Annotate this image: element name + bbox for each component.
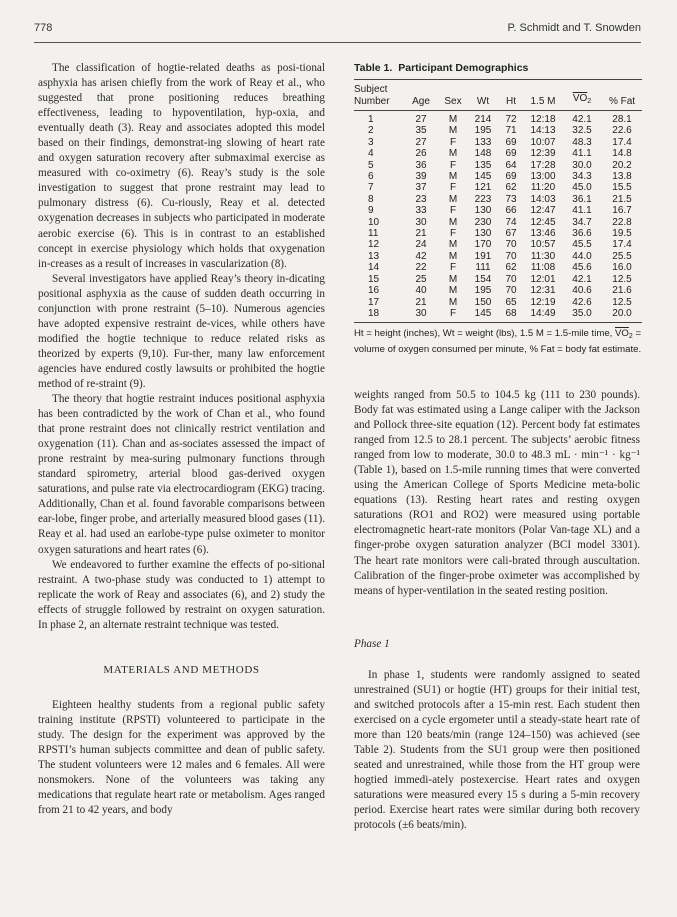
cell-mile-time: 14:03: [530, 193, 556, 205]
table-caption: Participant Demographics: [398, 62, 529, 74]
cell-height: 69: [505, 171, 517, 183]
cell-mile-time: 13:46: [530, 228, 556, 240]
table-row: [354, 148, 642, 159]
cell-weight: 170: [474, 239, 492, 251]
cell-vo2: 42.1: [572, 114, 592, 125]
cell-vo2: 45.6: [572, 262, 592, 274]
cell-mile-time: 12:47: [530, 205, 556, 217]
cell-vo2: 41.1: [572, 205, 592, 217]
table-row: [354, 194, 642, 205]
cell-body-fat: 22.8: [612, 216, 632, 228]
page-number: 778: [34, 22, 53, 34]
vo2-subscript: 2: [587, 97, 592, 105]
table-title: [354, 62, 642, 74]
cell-weight: 145: [474, 307, 492, 319]
cell-age: 23: [415, 193, 427, 205]
col-header-vo2: [562, 80, 602, 111]
cell-age: 27: [415, 136, 427, 148]
cell-mile-time: 14:49: [530, 307, 556, 319]
cell-sex: M: [448, 148, 458, 160]
table-row: [354, 308, 642, 322]
cell-age: 40: [415, 285, 427, 297]
cell-body-fat: 12.5: [612, 273, 632, 285]
cell-vo2: 41.1: [572, 148, 592, 160]
cell-vo2: 34.7: [572, 216, 592, 228]
right-column: [354, 388, 640, 833]
cell-height: 62: [505, 262, 517, 274]
cell-subject: 9: [368, 205, 374, 217]
cell-vo2: 45.5: [572, 239, 592, 251]
cell-age: 30: [415, 307, 427, 319]
cell-body-fat: 17.4: [612, 239, 632, 251]
header-rule: [34, 42, 641, 43]
cell-vo2: 36.1: [572, 193, 592, 205]
cell-vo2: 42.1: [572, 273, 592, 285]
cell-subject: 7: [368, 182, 374, 194]
table-row: [354, 125, 642, 136]
col-header-subject: [354, 80, 404, 111]
cell-age: 27: [415, 114, 427, 125]
cell-sex: F: [449, 182, 457, 194]
phase-1-paragraph: In phase 1, students were randomly assigned to seated unrestrained (SU1) or hogtie (HT) groups for their initial test, and switched protocols after a 15-min rest. Each student then exercised on a cycle ergometer until a steady-state heart rate of more than 120 beats/min (range 124–150) was achieved (see Table 2). Students from the SU1 group were then positioned seated and unrestrained, while those from the HT group were hogtied immedi-ately postexercise. Heart rates and oxygen saturations were measured every 15 s during a 5-min recovery period. Exercise heart rates were similar during both recovery protocols (±6 beats/min).: [354, 668, 640, 832]
intro-paragraph-1: The classification of hogtie-related deaths as posi-tional asphyxia has arisen chiefly from the work of Reay et al., who suggested that prone positioning reduces breathing effectiveness, leading to hypoventilation, hyp-oxia, and eventually death (3). Reay and associates adopted this model based on their findings, demonstrat-ing slowing of heart rate and oxygen saturation recovery after submaximal exercise as measured with co-oximetry (6). Reay’s study is the sole investigation to suggest that prone restraint may lead to pulmonary distress (6). Cu-riously, Reay et al. detected oxygenation decreases in subjects who participated in moderate aerobic exercise (6). This is in contrast to an established concept in exercise physiology which holds that oxygenation in-creases as a result of increases in vascularization (8).: [38, 62, 325, 270]
demographics-table: [354, 80, 642, 322]
cell-subject: 6: [368, 171, 374, 183]
cell-subject: 12: [368, 239, 380, 251]
cell-weight: 135: [474, 159, 492, 171]
cell-subject: 14: [368, 262, 380, 274]
col-header-weight: Wt: [476, 95, 490, 107]
table-row: [354, 182, 642, 193]
cell-sex: F: [449, 159, 457, 171]
cell-body-fat: 21.5: [612, 193, 632, 205]
cell-mile-time: 12:31: [530, 285, 556, 297]
col-header-sex: Sex: [444, 95, 462, 107]
table-footnote: [354, 328, 642, 356]
cell-height: 67: [505, 228, 517, 240]
cell-subject: 2: [368, 125, 374, 137]
cell-body-fat: 22.6: [612, 125, 632, 137]
cell-body-fat: 16.7: [612, 205, 632, 217]
cell-weight: 195: [474, 125, 492, 137]
cell-sex: M: [448, 285, 458, 297]
cell-vo2: 30.0: [572, 159, 592, 171]
table-bottom-rule: [354, 322, 642, 323]
cell-subject: 3: [368, 136, 374, 148]
cell-sex: F: [449, 136, 457, 148]
cell-height: 73: [505, 193, 517, 205]
cell-weight: 121: [474, 182, 492, 194]
cell-body-fat: 12.5: [612, 296, 632, 308]
cell-age: 42: [415, 250, 427, 262]
cell-sex: F: [449, 307, 457, 319]
table-row: [354, 274, 642, 285]
vo2-symbol: $\overline{VO}$: [572, 92, 588, 104]
table-number: Table 1.: [354, 62, 393, 74]
cell-weight: 130: [474, 228, 492, 240]
cell-sex: M: [448, 273, 458, 285]
cell-vo2: 34.3: [572, 171, 592, 183]
cell-mile-time: 13:00: [530, 171, 556, 183]
cell-subject: 11: [368, 228, 379, 240]
cell-age: 35: [415, 125, 427, 137]
cell-weight: 133: [474, 136, 492, 148]
cell-subject: 17: [368, 296, 380, 308]
cell-subject: 8: [368, 193, 374, 205]
cell-weight: 130: [474, 205, 492, 217]
table-row: [354, 251, 642, 262]
table-row: [354, 171, 642, 182]
cell-sex: F: [449, 262, 457, 274]
cell-mile-time: 14:13: [530, 125, 556, 137]
cell-mile-time: 10:57: [530, 239, 556, 251]
cell-age: 22: [415, 262, 427, 274]
cell-sex: M: [448, 216, 458, 228]
footnote-vo2-subscript: 2: [628, 333, 633, 341]
cell-mile-time: 12:18: [530, 114, 556, 125]
cell-vo2: 44.0: [572, 250, 592, 262]
cell-subject: 5: [368, 159, 374, 171]
cell-age: 36: [415, 159, 427, 171]
cell-weight: 150: [474, 296, 492, 308]
table-row: [354, 160, 642, 171]
cell-vo2: 42.6: [572, 296, 592, 308]
cell-weight: 154: [474, 273, 492, 285]
footnote-part-a: Ht = height (inches), Wt = weight (lbs), 1.5 M = 1.5-mile time,: [354, 328, 613, 340]
cell-mile-time: 10:07: [530, 136, 556, 148]
table-header: [354, 80, 642, 111]
cell-weight: 148: [474, 148, 492, 160]
cell-vo2: 32.5: [572, 125, 592, 137]
table-row: [354, 285, 642, 296]
cell-height: 70: [505, 273, 517, 285]
cell-height: 65: [505, 296, 517, 308]
cell-subject: 15: [368, 273, 380, 285]
cell-vo2: 48.3: [572, 136, 592, 148]
col-header-mile-time: 1.5 M: [530, 95, 556, 107]
col-header-age: Age: [412, 95, 430, 107]
cell-body-fat: 20.2: [612, 159, 632, 171]
cell-weight: 223: [474, 193, 492, 205]
cell-weight: 214: [474, 114, 492, 125]
intro-paragraph-2: Several investigators have applied Reay’s theory in-dicating positional asphyxia as the cause of sudden death occurring in conjunction with prone restraint (5–10). Numerous agencies have adopted expensive restraint de-vices, while others have modified the hogtie technique to reduce related risks as theorized by experts (9,10). Fur-ther, many law enforcement agencies have endured costly lawsuits or prohibited the hogtie method of re-straint (9).: [38, 272, 325, 390]
cell-sex: M: [448, 114, 458, 125]
cell-height: 69: [505, 148, 517, 160]
table-row: [354, 228, 642, 239]
cell-mile-time: 17:28: [530, 159, 556, 171]
cell-subject: 13: [368, 250, 380, 262]
cell-subject: 18: [368, 307, 380, 319]
running-authors: P. Schmidt and T. Snowden: [507, 22, 641, 34]
cell-weight: 195: [474, 285, 492, 297]
footnote-part-b: = volume of oxygen consumed per minute, % Fat = body fat estimate.: [354, 328, 642, 355]
cell-sex: M: [448, 239, 458, 251]
cell-body-fat: 25.5: [612, 250, 632, 262]
cell-height: 71: [505, 125, 517, 137]
cell-sex: M: [448, 193, 458, 205]
running-header: [34, 22, 641, 40]
cell-subject: 4: [368, 148, 374, 160]
cell-subject: 1: [368, 114, 374, 125]
cell-mile-time: 11:20: [530, 182, 556, 194]
intro-paragraph-4: We endeavored to further examine the effects of po-sitional restraint. A two-phase study was conducted to 1) attempt to replicate the work of Reay and associates (6), and 2) study the effects of struggle followed by restraint on oxygen saturation. In phase 2, an alternate restraint technique was tested.: [38, 558, 325, 631]
cell-sex: F: [449, 228, 457, 240]
cell-height: 70: [505, 250, 517, 262]
cell-vo2: 36.6: [572, 228, 592, 240]
cell-body-fat: 28.1: [612, 114, 632, 125]
cell-sex: M: [448, 250, 458, 262]
col-header-subject-line2: Number: [354, 95, 390, 107]
cell-mile-time: 11:08: [530, 262, 556, 274]
cell-sex: M: [448, 125, 458, 137]
cell-age: 21: [415, 296, 427, 308]
cell-weight: 191: [474, 250, 492, 262]
cell-body-fat: 16.0: [612, 262, 632, 274]
cell-body-fat: 15.5: [612, 182, 632, 194]
table-row: [354, 205, 642, 216]
table-row: [354, 239, 642, 250]
cell-vo2: 45.0: [572, 182, 592, 194]
cell-mile-time: 12:45: [530, 216, 556, 228]
cell-height: 64: [505, 159, 517, 171]
table-row: [354, 297, 642, 308]
cell-weight: 230: [474, 216, 492, 228]
cell-age: 24: [415, 239, 427, 251]
cell-height: 69: [505, 136, 517, 148]
cell-age: 21: [415, 228, 427, 240]
table-body: [354, 111, 642, 323]
footnote-vo2-symbol: $\overline{VO}$: [615, 328, 629, 340]
cell-mile-time: 12:39: [530, 148, 556, 160]
cell-body-fat: 17.4: [612, 136, 632, 148]
methods-continued-paragraph: weights ranged from 50.5 to 104.5 kg (111 to 230 pounds). Body fat was estimated using a Lange caliper with the Jackson and Pollock three-site equation (12). Percent body fat estimates ranged from 12.5 to 28.1 percent. The subjects’ aerobic fitness ranged from low to moderate, 30.0 to 48.3 mL · min⁻¹ · kg⁻¹ (Table 1), based on 1.5-mile running times that were converted using the American College of Sports Medicine meta-bolic equations (13). Resting heart rates and resting oxygen saturations (RO1 and RO2) were measured using portable electromagnetic heart-rate monitors (Polar Van-tage XL) and a finger-probe oxygen saturation analyzer (BCI model 3301). The heart rate monitors were cali-brated through auscultation. Calibration of the finger-probe oximeter was accomplished by means of hyper-ventilation in the seated resting position.: [354, 389, 640, 597]
subheading-phase-1: Phase 1: [354, 637, 390, 650]
table-row: [354, 111, 642, 126]
cell-age: 33: [415, 205, 427, 217]
cell-height: 70: [505, 285, 517, 297]
cell-mile-time: 12:19: [530, 296, 556, 308]
cell-body-fat: 20.0: [612, 307, 632, 319]
col-header-body-fat: % Fat: [608, 95, 636, 107]
cell-sex: M: [448, 296, 458, 308]
section-heading-methods: MATERIALS AND METHODS: [103, 663, 260, 676]
cell-height: 62: [505, 182, 517, 194]
cell-body-fat: 21.6: [612, 285, 632, 297]
cell-weight: 111: [475, 262, 491, 274]
cell-height: 70: [505, 239, 517, 251]
cell-sex: M: [448, 171, 458, 183]
left-column: [38, 61, 325, 818]
cell-sex: F: [449, 205, 457, 217]
cell-body-fat: 13.8: [612, 171, 632, 183]
cell-age: 26: [415, 148, 427, 160]
cell-subject: 16: [368, 285, 380, 297]
cell-mile-time: 12:01: [530, 273, 556, 285]
cell-weight: 145: [474, 171, 492, 183]
table-row: [354, 217, 642, 228]
cell-age: 37: [415, 182, 427, 194]
cell-subject: 10: [368, 216, 380, 228]
table-row: [354, 137, 642, 148]
intro-paragraph-3: The theory that hogtie restraint induces positional asphyxia has been contradicted by the work of Chan et al., who found that prone restraint does not clinically restrict ventilation and oxygenation (11). Chan and as-sociates assessed the impact of prone restraint by mea-suring pulmonary functions through standard spirometry, arterial blood gas-derived oxygen saturations, and pulse rate via electrocardiogram (EKG) tracing. Additionally, Chan et al. found favorable comparisons between ear-lobe, finger probe, and arterially measured blood gases (11). Reay et al. had used an earlobe-type pulse oximeter to monitor oxygen saturations and heart rates (6).: [38, 393, 325, 556]
cell-height: 74: [505, 216, 517, 228]
cell-height: 68: [505, 307, 517, 319]
col-header-height: Ht: [506, 95, 516, 107]
cell-body-fat: 14.8: [612, 148, 632, 160]
cell-height: 72: [505, 114, 517, 125]
demographics-table-block: [354, 62, 642, 357]
cell-age: 25: [415, 273, 427, 285]
cell-body-fat: 19.5: [612, 228, 632, 240]
methods-paragraph: Eighteen healthy students from a regional public safety training institute (RPSTI) volunteered to participate in the study. The design for the experiment was approved by the RPSTI’s human subjects committee and dean of public safety. The student volunteers were 12 males and 6 females. All were nonsmokers. None of the volunteers was taking any medications that regulate heart rate or metabolism. Ages ranged from 21 to 42 years, and body: [38, 698, 325, 817]
col-header-subject-line1: Subject: [354, 84, 388, 95]
cell-height: 66: [505, 205, 517, 217]
table-row: [354, 262, 642, 273]
cell-mile-time: 11:30: [530, 250, 556, 262]
cell-age: 39: [415, 171, 427, 183]
cell-vo2: 40.6: [572, 285, 592, 297]
cell-age: 30: [415, 216, 427, 228]
cell-vo2: 35.0: [572, 307, 592, 319]
